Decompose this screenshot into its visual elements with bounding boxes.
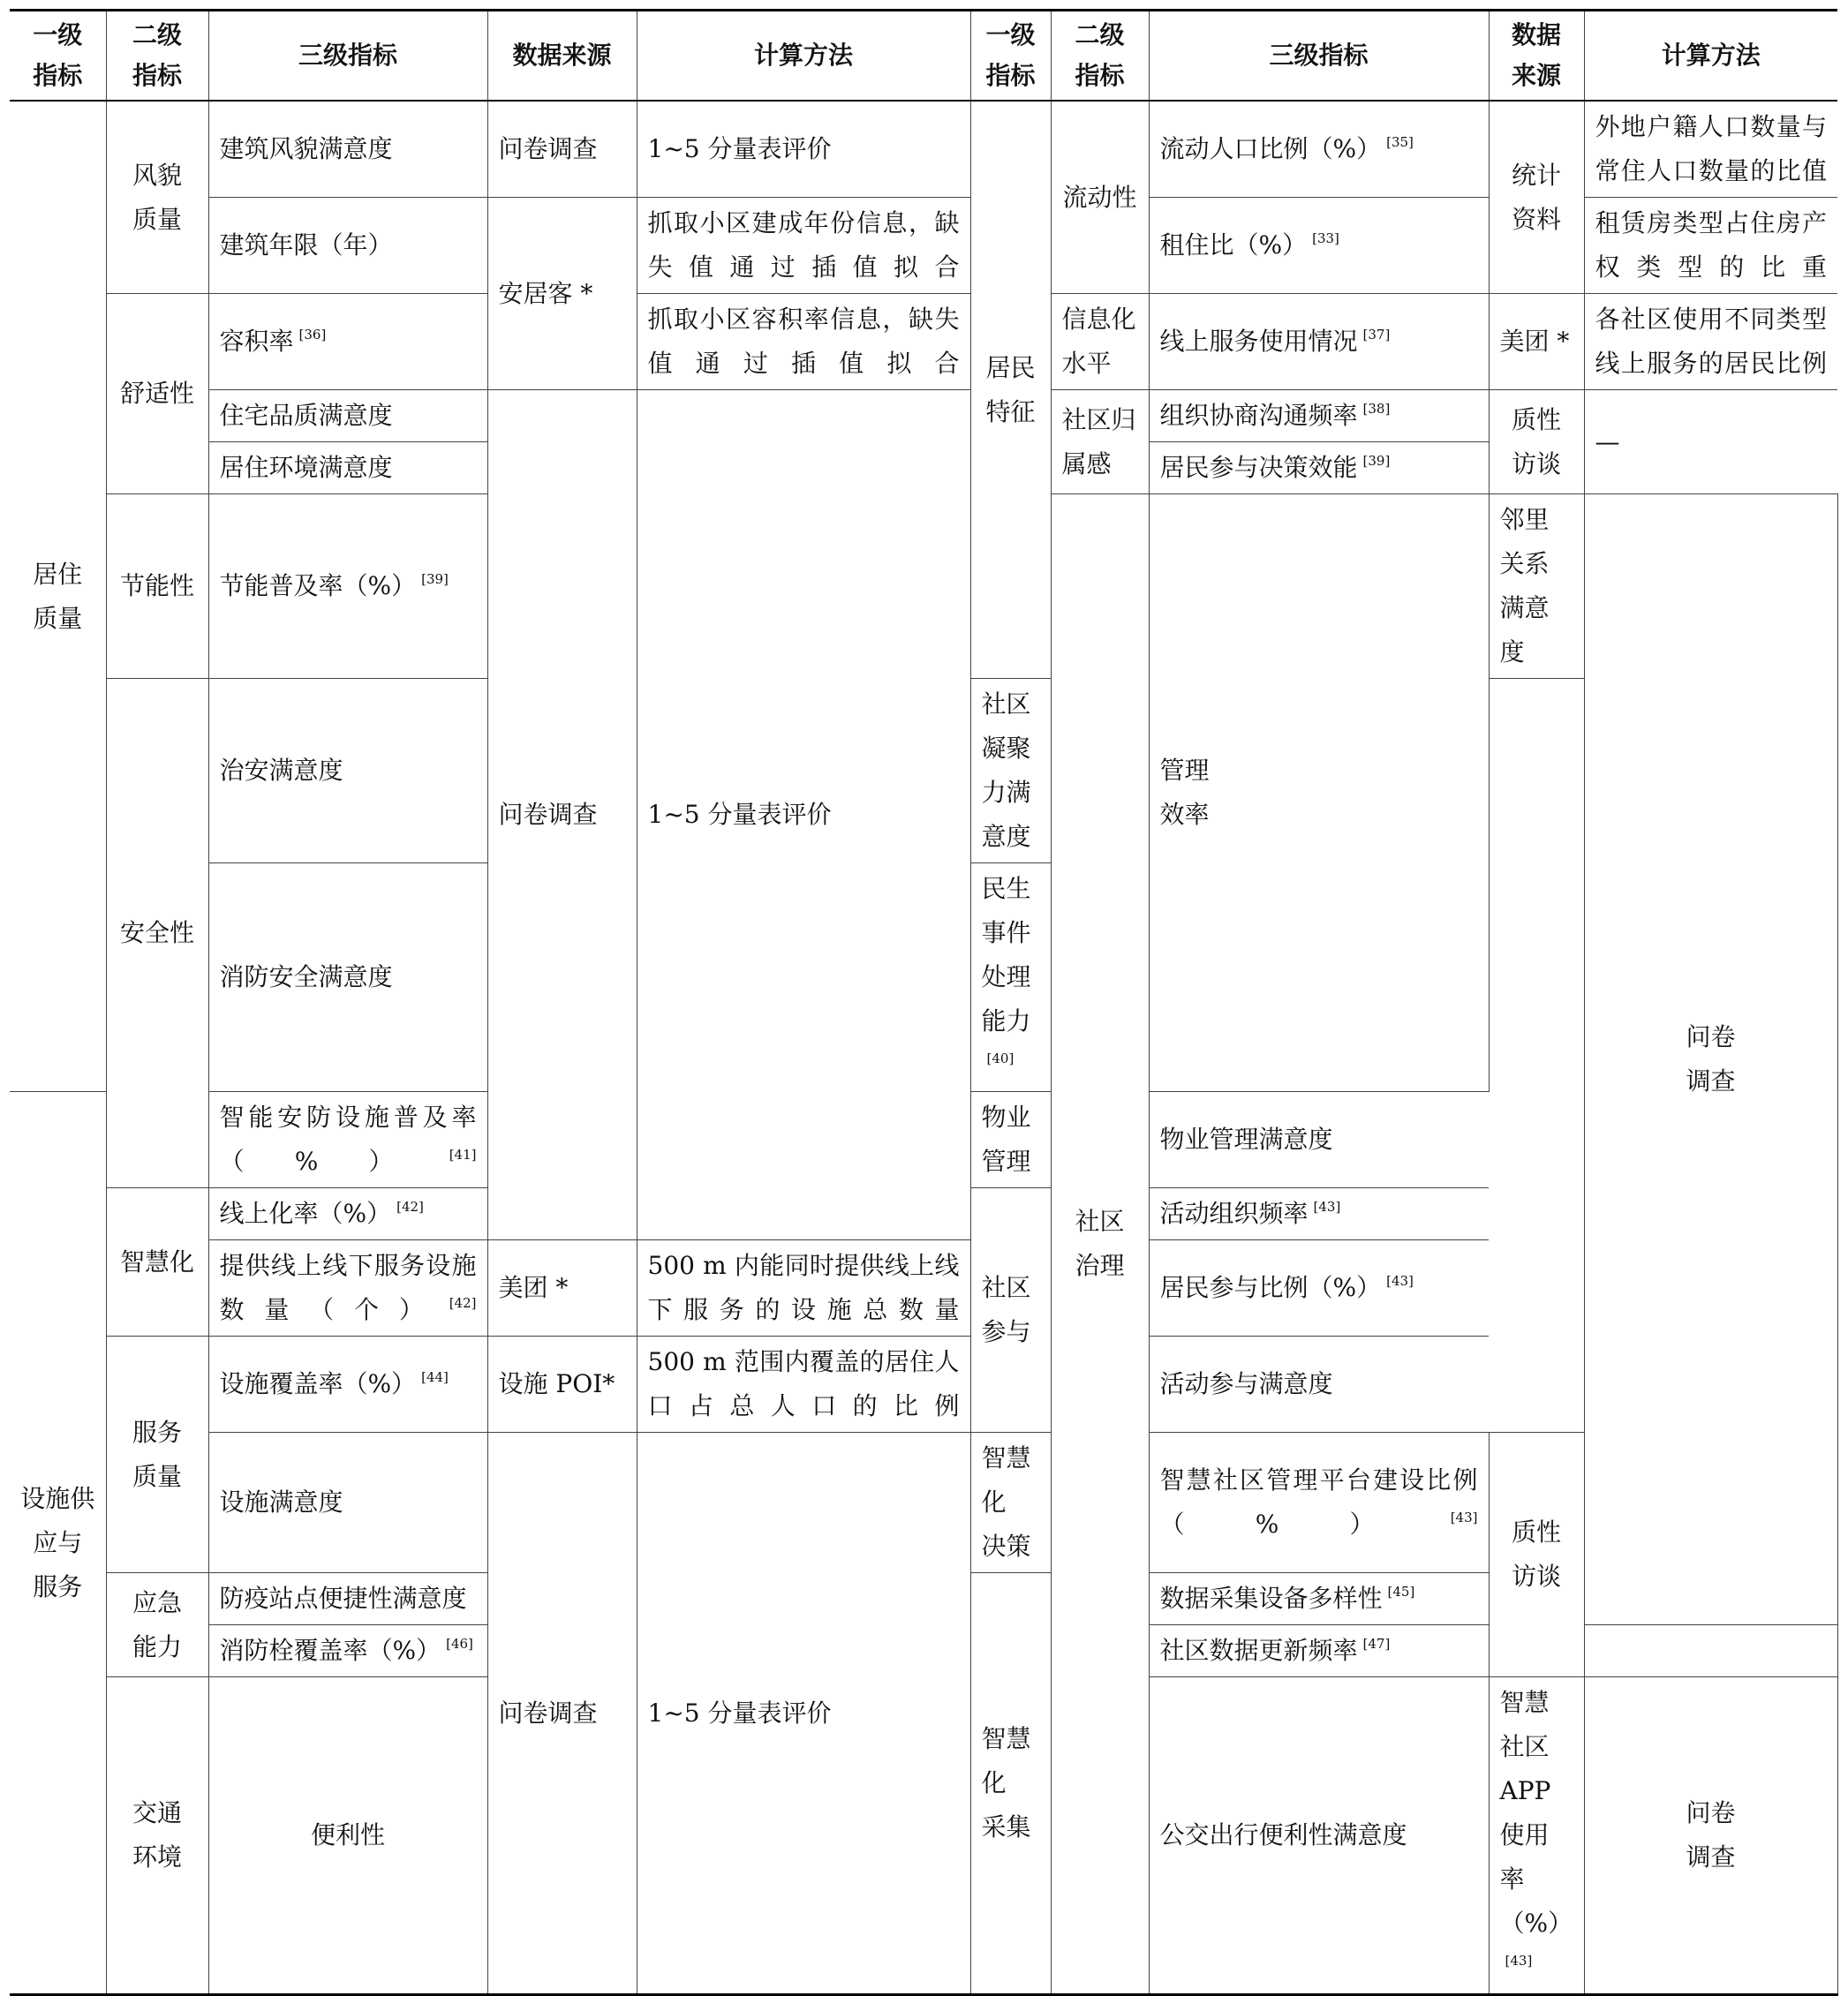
l3-rent-ratio: 租住比（%） [33]	[1149, 198, 1489, 294]
source-stats: 统计 资料	[1489, 101, 1584, 294]
l2-convenience: 便利性	[208, 1677, 487, 1995]
l2-emergency: 应急 能力	[106, 1573, 208, 1677]
method-coverage: 500 m 范围内覆盖的居住人口占总人口的比例	[637, 1337, 970, 1433]
l3-building-age: 建筑年限（年）	[208, 198, 487, 294]
source-qualitative: 质性 访谈	[1489, 390, 1584, 494]
l3-energy-rate: 节能普及率（%） [39]	[208, 494, 487, 679]
l3-consult-frequency: 组织协商沟通频率 [38]	[1149, 390, 1489, 442]
l2-smart: 智慧化	[106, 1188, 208, 1337]
l3-floating-population: 流动人口比例（%） [35]	[1149, 101, 1489, 198]
l3-far: 容积率 [36]	[208, 294, 487, 390]
l1-transport: 交通 环境	[106, 1677, 208, 1995]
l3-public-security: 治安满意度	[208, 679, 487, 863]
indicator-table	[10, 9, 1837, 1996]
header-level3: 三级指标	[208, 11, 487, 102]
source-survey: 问卷调查	[487, 390, 637, 1240]
table-row	[10, 101, 1837, 198]
l2-comfort: 舒适性	[106, 294, 208, 494]
header-row	[10, 11, 1837, 102]
l3-epidemic: 防疫站点便捷性满意度	[208, 1573, 487, 1625]
header-level1: 一级 指标	[10, 11, 106, 102]
l3-bus: 公交出行便利性满意度	[1149, 1677, 1489, 1995]
source-anjuke: 安居客 *	[487, 198, 637, 390]
l2-mobility: 流动性	[1051, 101, 1149, 294]
l3-update-frequency: 社区数据更新频率 [47]	[1149, 1625, 1489, 1677]
l3-online-rate: 线上化率（%） [42]	[208, 1188, 487, 1240]
l1-facility-service: 设施供 应与 服务	[10, 1092, 106, 1995]
l2-energy: 节能性	[106, 494, 208, 679]
source-survey-right: 问卷 调查	[1584, 1677, 1837, 1995]
table-row	[10, 390, 1837, 442]
source-qualitative: 质性 访谈	[1489, 1433, 1584, 1677]
indicator-table-figure	[10, 9, 1837, 1969]
l3-platform: 智慧社区管理平台建设比例（%） [43]	[1149, 1433, 1489, 1573]
table-row	[10, 1240, 1837, 1337]
source-poi: 设施 POI*	[487, 1337, 637, 1433]
header-level1-right: 一级 指标	[970, 11, 1051, 102]
l3-building-style: 建筑风貌满意度	[208, 101, 487, 198]
l3-smart-security: 智能安防设施普及率（%） [41]	[208, 1092, 487, 1188]
l3-housing-quality: 住宅品质满意度	[208, 390, 487, 442]
method-scale: 1~5 分量表评价	[637, 1433, 970, 1995]
method-scale: 1~5 分量表评价	[637, 390, 970, 1240]
l1-resident-features: 居民 特征	[970, 101, 1051, 679]
method-far: 抓取小区容积率信息，缺失值通过插值拟合	[637, 294, 970, 390]
l3-hydrant: 消防栓覆盖率（%） [46]	[208, 1625, 487, 1677]
l3-app: 智慧社区 APP 使用率（%）[43]	[1489, 1677, 1584, 1995]
source-survey: 问卷调查	[487, 101, 637, 198]
l3-activity-satisfaction: 活动参与满意度	[1149, 1337, 1489, 1433]
l2-management-efficiency: 管理 效率	[1149, 494, 1489, 1092]
l2-participation: 社区 参与	[970, 1188, 1051, 1433]
method-scale: 1~5 分量表评价	[637, 101, 970, 198]
method-rent: 租赁房类型占住房产权类型的比重	[1584, 198, 1837, 294]
l3-participation-rate: 居民参与比例（%） [43]	[1149, 1240, 1489, 1337]
source-meituan-right: 美团 *	[1489, 294, 1584, 390]
l3-activity-frequency: 活动组织频率 [43]	[1149, 1188, 1489, 1240]
l3-decision-efficacy: 居民参与决策效能 [39]	[1149, 442, 1489, 494]
source-survey-right: 问卷 调查	[1584, 494, 1837, 1625]
method-o2o: 500 m 内能同时提供线上线下服务的设施总数量	[637, 1240, 970, 1337]
l2-safety: 安全性	[106, 679, 208, 1188]
table-row	[10, 1337, 1837, 1433]
l3-living-environment: 居住环境满意度	[208, 442, 487, 494]
l3-neighbor: 邻里关系满意度	[1489, 494, 1584, 679]
l2-property-management: 物业 管理	[970, 1092, 1051, 1188]
l2-informatization: 信息化 水平	[1051, 294, 1149, 390]
source-meituan: 美团 *	[487, 1240, 637, 1337]
header-method-right: 计算方法	[1584, 11, 1837, 102]
l3-cohesion: 社区凝聚力满意度	[970, 679, 1051, 863]
l2-appearance: 风貌 质量	[106, 101, 208, 294]
method-floating: 外地户籍人口数量与常住人口数量的比值	[1584, 101, 1837, 198]
l3-fire-safety: 消防安全满意度	[208, 863, 487, 1092]
table-row	[10, 294, 1837, 390]
method-build-year: 抓取小区建成年份信息，缺失值通过插值拟合	[637, 198, 970, 294]
l3-property-satisfaction: 物业管理满意度	[1149, 1092, 1489, 1188]
l2-belonging: 社区归 属感	[1051, 390, 1149, 494]
header-source: 数据来源	[487, 11, 637, 102]
table-row	[10, 1433, 1837, 1573]
l1-residential-quality: 居住 质量	[10, 101, 106, 1092]
l3-online-use: 线上服务使用情况 [37]	[1149, 294, 1489, 390]
header-level3-right: 三级指标	[1149, 11, 1489, 102]
header-source-right: 数据 来源	[1489, 11, 1584, 102]
method-online: 各社区使用不同类型线上服务的居民比例	[1584, 294, 1837, 390]
l3-devices: 数据采集设备多样性 [45]	[1149, 1573, 1489, 1625]
l2-smart-collection: 智慧化 采集	[970, 1573, 1051, 1995]
l2-smart-decision: 智慧化 决策	[970, 1433, 1051, 1573]
header-level2: 二级 指标	[106, 11, 208, 102]
l2-service-quality: 服务 质量	[106, 1337, 208, 1573]
method-dash: —	[1584, 390, 1837, 494]
l1-community-governance: 社区 治理	[1051, 494, 1149, 1995]
header-level2-right: 二级 指标	[1051, 11, 1149, 102]
l3-facility-satisfaction: 设施满意度	[208, 1433, 487, 1573]
l3-coverage: 设施覆盖率（%） [44]	[208, 1337, 487, 1433]
l3-livelihood: 民生事件处理能力[40]	[970, 863, 1051, 1092]
l3-o2o-count: 提供线上线下服务设施数量（个） [42]	[208, 1240, 487, 1337]
source-survey: 问卷调查	[487, 1433, 637, 1995]
header-method: 计算方法	[637, 11, 970, 102]
